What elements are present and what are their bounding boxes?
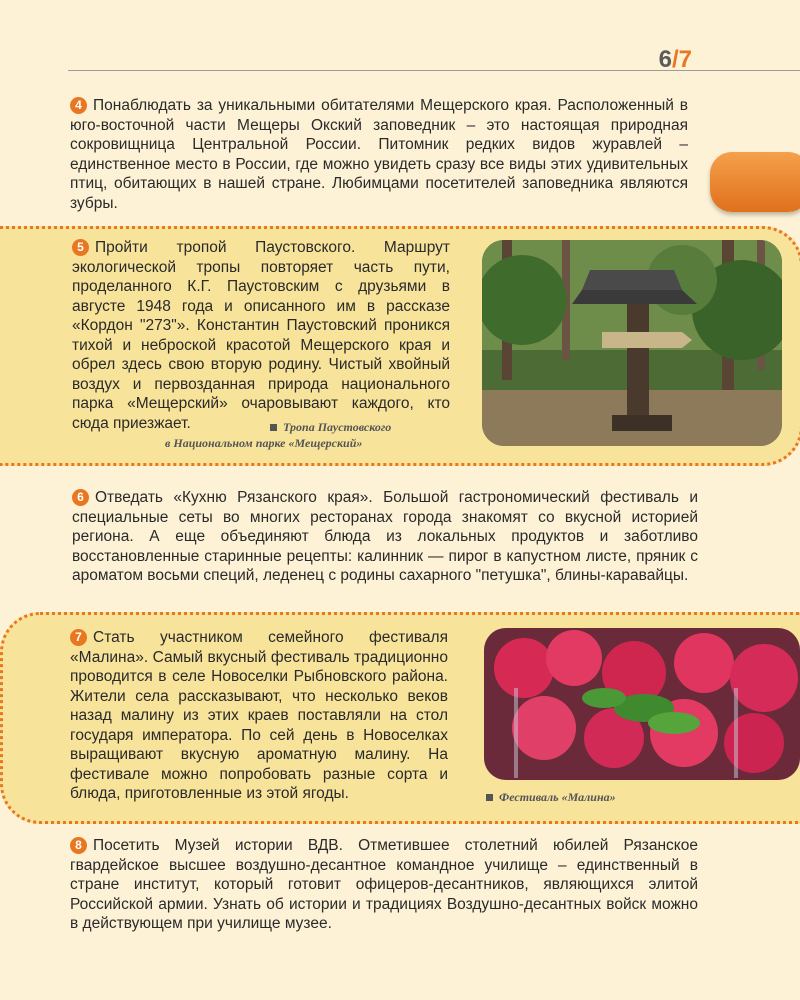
page-next: 7 xyxy=(678,46,692,73)
trail-caption-line1: Тропа Паустовского xyxy=(270,420,391,435)
item-text: Стать участником семейного фестиваля «Малина». Самый вкусный фестиваль традиционно проводится в селе Новоселки Рыбновского района. Жители села рассказывают, что несколько веков назад малину из этих краев поставляли на стол государя императора. По сей день в Новоселках выращивают вкусную ароматную малину. На фестивале можно попробовать разные сорта и блюда, приготовленные из этой ягоды. xyxy=(70,629,448,802)
item-text: Отведать «Кухню Рязанского края». Большой гастрономический фестиваль и специальные сеты во многих ресторанах города знакомят со вкусной историей региона. А еще объединяют блюда из локальных продуктов и заботливо восстановленные старинные рецепты: калинник — пирог в капустном листе, пряник с ароматом восьми специй, леденец с родины сахарного "петушка", блины-каравайцы. xyxy=(72,489,698,584)
raspberry-photo xyxy=(484,628,800,780)
raspberry-caption: Фестиваль «Малина» xyxy=(486,790,616,805)
trail-photo xyxy=(482,240,782,446)
page-current: 6 xyxy=(658,46,672,73)
item-number-badge: 4 xyxy=(70,97,87,114)
item-number-badge: 8 xyxy=(70,837,87,854)
trail-image xyxy=(482,240,782,446)
item-number-badge: 7 xyxy=(70,629,87,646)
page-number xyxy=(659,46,692,74)
item-number-badge: 6 xyxy=(72,489,89,506)
page-tab[interactable] xyxy=(710,152,800,212)
item-4 xyxy=(70,96,688,213)
item-number-badge: 5 xyxy=(72,239,89,256)
item-text: Понаблюдать за уникальными обитателями Мещерского края. Расположенный в юго-восточной части Мещеры Окский заповедник – это настоящая природная сокровищница Центральной России. Питомник редких видов журавлей – единственное место в России, где можно увидеть сразу все виды этих удивительных птиц, обитающих в нашей стране. Любимцами посетителей заповедника являются зубры. xyxy=(70,97,688,212)
item-text: Посетить Музей истории ВДВ. Отметившее столетний юбилей Рязанское гвардейское высшее воздушно-десантное командное училище – единственный в стране институт, который готовит офицеров-десантников, являющихся элитой Российской армии. Узнать об истории и традициях Воздушно-десантных войск можно в действующем при училище музее. xyxy=(70,837,698,932)
item-5 xyxy=(72,238,450,433)
item-7 xyxy=(70,628,448,804)
trail-caption-line2: в Национальном парке «Мещерский» xyxy=(165,436,363,450)
raspberry-image xyxy=(484,628,800,780)
page-separator: / xyxy=(671,46,679,73)
item-8 xyxy=(70,836,698,934)
item-6 xyxy=(72,488,698,586)
item-text: Пройти тропой Паустовского. Маршрут экологической тропы повторяет часть пути, проделанного К.Г. Паустовским с друзьями в августе 1948 года и описанного им в рассказе «Кордон "273"». Константин Паустовский проникся тихой и неброской красотой Мещерского края и обрел здесь свою вторую родину. Чистый хвойный воздух и первозданная природа национального парка «Мещерский» очаровывают каждого, кто сюда приезжает. xyxy=(72,239,450,432)
